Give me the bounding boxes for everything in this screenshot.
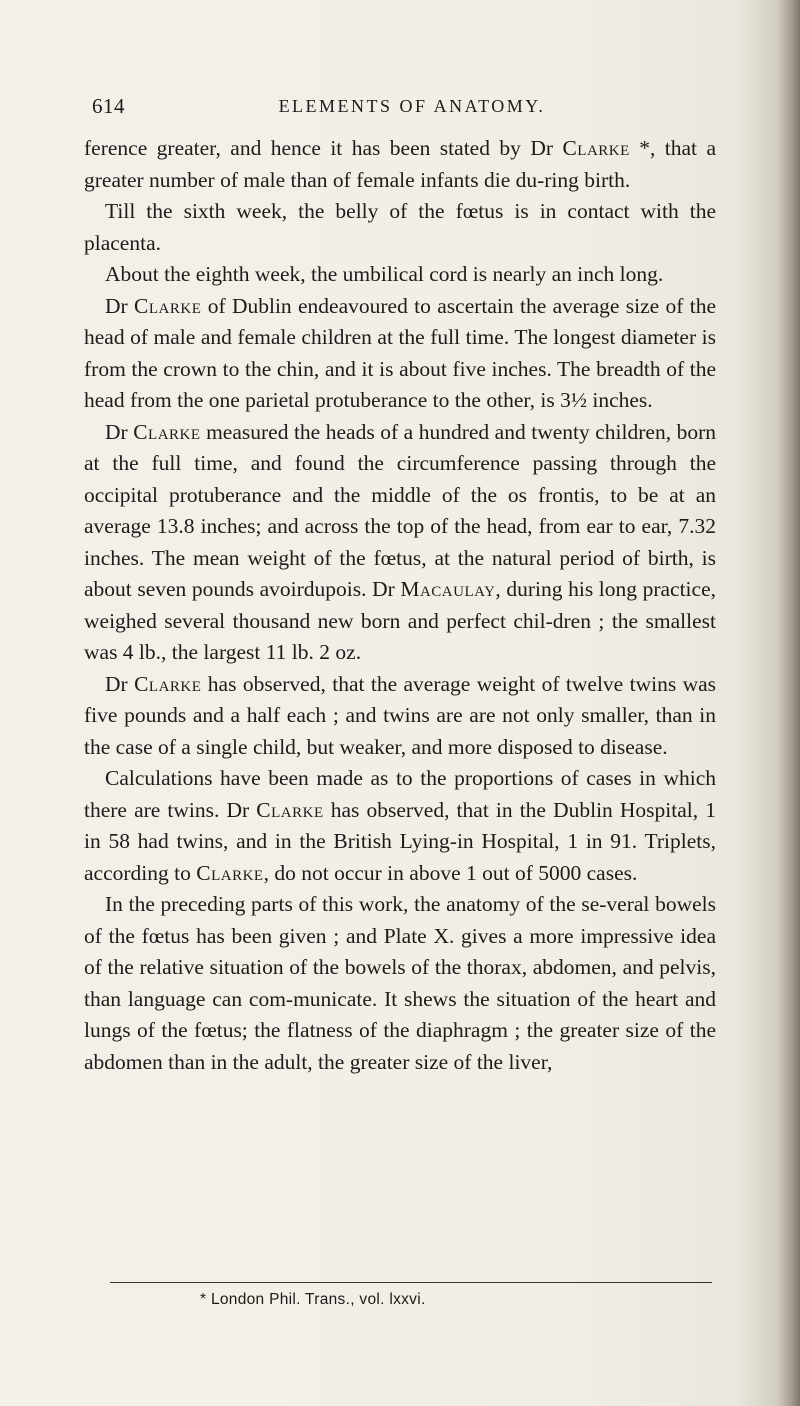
paragraph-1: ference greater, and hence it has been stated by Dr Clarke *, that a greater number of male than of female infants die du-ring birth.	[84, 136, 716, 192]
paragraph-4: Dr Clarke of Dublin endeavoured to ascertain the average size of the head of male and female children at the full time. The longest diameter is from the crown to the chin, and it is about five inches. The breadth of the head from the one parietal protuberance to the other, is 3½ inches.	[84, 293, 717, 412]
author-name: Clarke	[134, 671, 202, 696]
footnote: * London Phil. Trans., vol. lxxvi.	[200, 1291, 426, 1308]
page-edge-shadow	[778, 0, 800, 1406]
body-text	[84, 133, 716, 1078]
author-name: Clarke	[256, 797, 324, 822]
page-header	[92, 94, 732, 124]
paragraph-2: Till the sixth week, the belly of the fœtus is in contact with the placenta.	[84, 199, 716, 255]
paragraph-7: Calculations have been made as to the proportions of cases in which there are twins. Dr Clarke has observed, that in the Dublin Hospital, 1 in 58 had twins, and in the British Lying-in Hospital, 1 in 91. Triplets, according to Clarke, do not occur in above 1 out of 5000 cases.	[84, 766, 716, 885]
paragraph-3: About the eighth week, the umbilical cord is nearly an inch long.	[105, 262, 664, 286]
running-title: ELEMENTS OF ANATOMY.	[278, 96, 546, 116]
author-name: Clarke	[134, 293, 202, 318]
paragraph-6: Dr Clarke has observed, that the average weight of twelve twins was five pounds and a half each ; and twins are are not only smaller, than in the case of a single child, but weaker, and more disposed to disease.	[84, 671, 717, 759]
author-name: Clarke	[562, 136, 630, 160]
page-number: 614	[92, 94, 125, 118]
author-name: Clarke	[196, 860, 264, 885]
footnote-rule	[110, 1282, 712, 1283]
paragraph-5: Dr Clarke measured the heads of a hundred and twenty children, born at the full time, and found the circumference passing through the occipital protuberance and the middle of the os frontis, to be at an average 13.8 inches; and across the top of the head, from ear to ear, 7.32 inches. The mean weight of the fœtus, at the natural period of birth, is about seven pounds avoirdupois. Dr Macaulay, during his long practice, weighed several thousand new born and perfect chil-dren ; the smallest was 4 lb., the largest 11 lb. 2 oz.	[84, 419, 716, 664]
author-name: Macaulay	[400, 577, 496, 601]
paragraph-8: In the preceding parts of this work, the anatomy of the se-veral bowels of the fœtus has been given ; and Plate X. gives a more impressive idea of the relative situation of the bowels of the thorax, abdomen, and pelvis, than language can com-municate. It shews the situation of the heart and lungs of the fœtus; the flatness of the diaphragm ; the greater size of the abdomen than in the adult, the greater size of the liver,	[84, 892, 716, 1074]
author-name: Clarke	[133, 419, 201, 444]
